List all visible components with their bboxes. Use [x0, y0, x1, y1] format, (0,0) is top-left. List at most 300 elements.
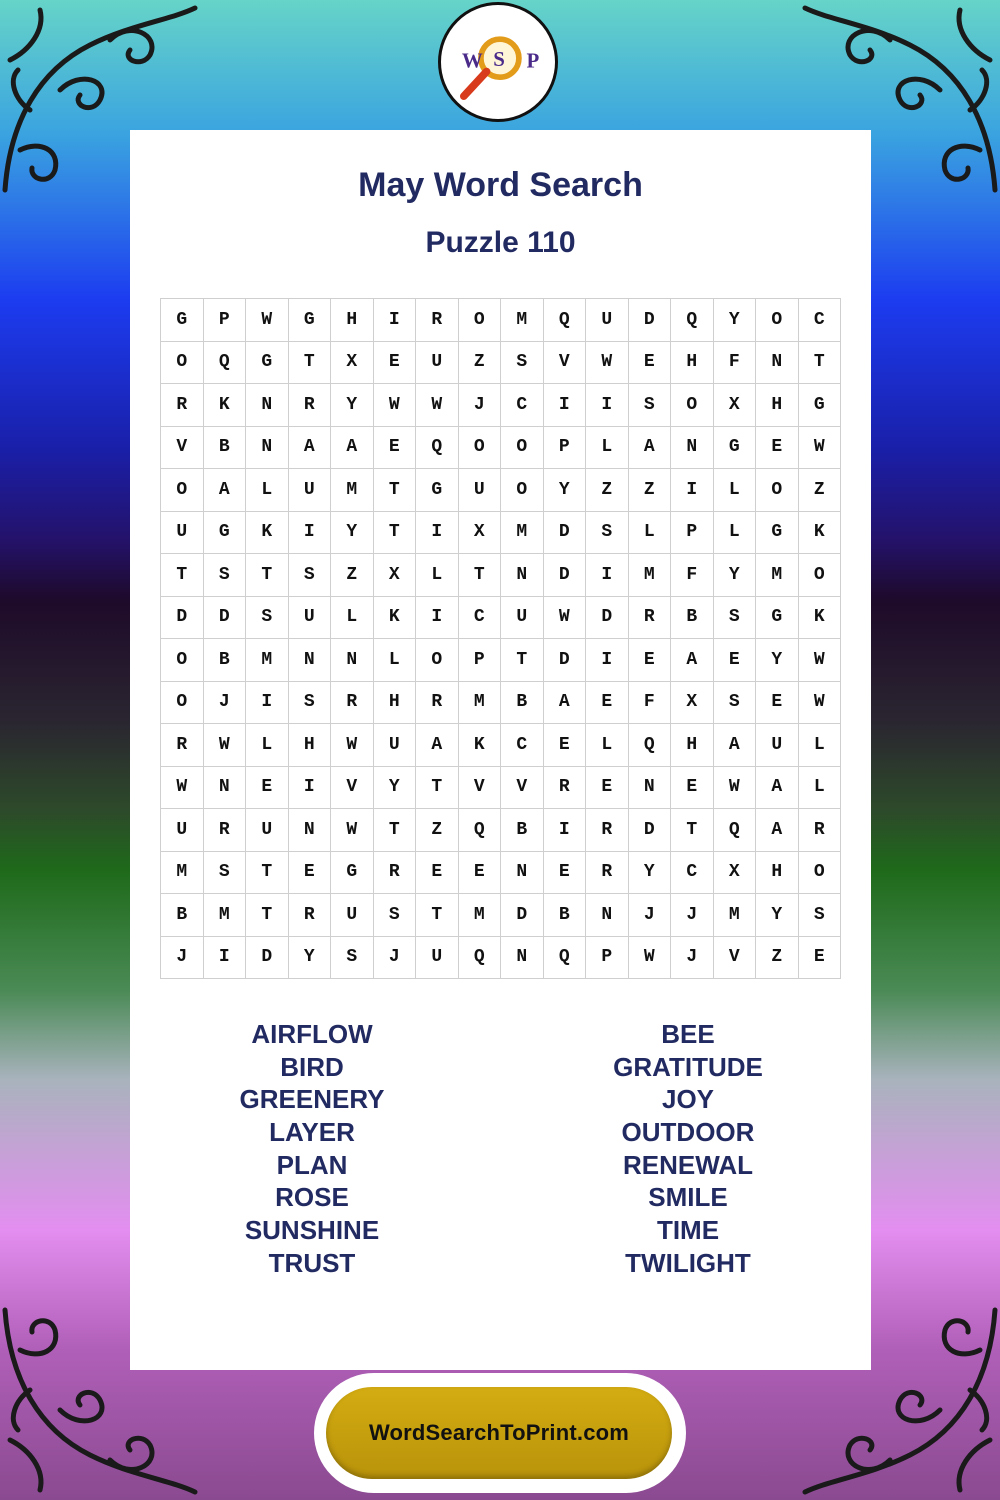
grid-cell: S	[373, 894, 416, 937]
grid-cell: T	[416, 894, 459, 937]
grid-cell: L	[586, 426, 629, 469]
grid-cell: G	[203, 511, 246, 554]
grid-cell: L	[586, 724, 629, 767]
grid-cell: Z	[798, 469, 841, 512]
footer-badge	[314, 1373, 686, 1493]
grid-cell: L	[373, 639, 416, 682]
grid-cell: E	[586, 766, 629, 809]
grid-cell: E	[373, 341, 416, 384]
grid-cell: A	[203, 469, 246, 512]
word-item: OUTDOOR	[621, 1117, 755, 1148]
grid-cell: T	[373, 809, 416, 852]
grid-cell: T	[373, 511, 416, 554]
grid-cell: Q	[416, 426, 459, 469]
grid-cell: I	[586, 554, 629, 597]
grid-cell: L	[416, 554, 459, 597]
grid-cell: A	[416, 724, 459, 767]
grid-cell: F	[628, 681, 671, 724]
grid-cell: R	[288, 384, 331, 427]
grid-cell: X	[713, 384, 756, 427]
grid-row	[161, 469, 841, 512]
grid-cell: B	[543, 894, 586, 937]
grid-cell: M	[331, 469, 374, 512]
word-item: SMILE	[648, 1182, 728, 1213]
grid-cell: A	[288, 426, 331, 469]
grid-cell: G	[288, 299, 331, 342]
grid-cell: U	[373, 724, 416, 767]
grid-cell: C	[458, 596, 501, 639]
grid-cell: S	[501, 341, 544, 384]
grid-cell: O	[161, 341, 204, 384]
grid-cell: Q	[713, 809, 756, 852]
grid-row	[161, 766, 841, 809]
grid-cell: L	[628, 511, 671, 554]
grid-cell: F	[671, 554, 714, 597]
grid-cell: W	[246, 299, 289, 342]
grid-cell: K	[203, 384, 246, 427]
puzzle-title: May Word Search	[358, 166, 643, 204]
grid-cell: F	[713, 341, 756, 384]
grid-cell: K	[373, 596, 416, 639]
grid-cell: B	[203, 639, 246, 682]
grid-cell: G	[161, 299, 204, 342]
grid-cell: M	[501, 511, 544, 554]
grid-cell: L	[331, 596, 374, 639]
grid-cell: Y	[373, 766, 416, 809]
grid-row	[161, 554, 841, 597]
word-item: TWILIGHT	[625, 1247, 751, 1278]
grid-cell: R	[416, 681, 459, 724]
grid-cell: H	[756, 384, 799, 427]
grid-cell: R	[331, 681, 374, 724]
grid-cell: A	[713, 724, 756, 767]
grid-row	[161, 724, 841, 767]
grid-cell: R	[586, 809, 629, 852]
grid-cell: Y	[331, 511, 374, 554]
grid-cell: V	[713, 936, 756, 979]
grid-cell: M	[246, 639, 289, 682]
grid-cell: N	[203, 766, 246, 809]
grid-cell: L	[713, 469, 756, 512]
grid-cell: I	[543, 384, 586, 427]
grid-cell: T	[246, 894, 289, 937]
grid-cell: N	[246, 426, 289, 469]
grid-cell: I	[246, 681, 289, 724]
grid-cell: U	[331, 894, 374, 937]
grid-row	[161, 681, 841, 724]
grid-cell: U	[161, 809, 204, 852]
grid-cell: D	[161, 596, 204, 639]
grid-cell: D	[543, 511, 586, 554]
grid-cell: U	[246, 809, 289, 852]
grid-row	[161, 426, 841, 469]
grid-cell: I	[671, 469, 714, 512]
grid-cell: S	[203, 554, 246, 597]
word-item: GRATITUDE	[613, 1051, 763, 1082]
grid-cell: V	[543, 341, 586, 384]
grid-row	[161, 851, 841, 894]
grid-cell: P	[203, 299, 246, 342]
grid-cell: E	[756, 681, 799, 724]
grid-cell: E	[543, 724, 586, 767]
grid-cell: Q	[628, 724, 671, 767]
grid-cell: Z	[416, 809, 459, 852]
grid-cell: J	[373, 936, 416, 979]
word-item: GREENERY	[239, 1084, 385, 1115]
grid-cell: D	[246, 936, 289, 979]
grid-cell: M	[713, 894, 756, 937]
grid-cell: B	[671, 596, 714, 639]
grid-cell: O	[756, 469, 799, 512]
grid-cell: L	[246, 724, 289, 767]
grid-cell: I	[288, 511, 331, 554]
word-item: BIRD	[280, 1051, 344, 1082]
grid-cell: V	[331, 766, 374, 809]
grid-cell: I	[543, 809, 586, 852]
grid-cell: H	[671, 724, 714, 767]
grid-cell: W	[543, 596, 586, 639]
word-item: SUNSHINE	[244, 1215, 380, 1246]
grid-cell: I	[373, 299, 416, 342]
grid-cell: L	[798, 766, 841, 809]
grid-cell: D	[543, 554, 586, 597]
grid-cell: X	[671, 681, 714, 724]
grid-cell: H	[671, 341, 714, 384]
grid-cell: Q	[543, 936, 586, 979]
grid-cell: D	[501, 894, 544, 937]
grid-cell: U	[288, 469, 331, 512]
grid-cell: O	[458, 299, 501, 342]
grid-cell: R	[586, 851, 629, 894]
grid-cell: E	[246, 766, 289, 809]
grid-cell: R	[203, 809, 246, 852]
grid-cell: L	[713, 511, 756, 554]
grid-cell: U	[458, 469, 501, 512]
grid-row	[161, 384, 841, 427]
grid-cell: D	[203, 596, 246, 639]
grid-cell: W	[331, 724, 374, 767]
grid-cell: Y	[288, 936, 331, 979]
grid-cell: P	[543, 426, 586, 469]
grid-cell: I	[586, 384, 629, 427]
grid-cell: U	[756, 724, 799, 767]
site-link-text: WordSearchToPrint.com	[368, 1420, 630, 1445]
grid-cell: O	[671, 384, 714, 427]
word-item: JOY	[661, 1084, 715, 1115]
grid-cell: W	[798, 681, 841, 724]
grid-cell: C	[798, 299, 841, 342]
word-item: AIRFLOW	[251, 1019, 373, 1049]
site-link-button[interactable]	[326, 1387, 672, 1479]
grid-cell: A	[628, 426, 671, 469]
grid-cell: E	[373, 426, 416, 469]
grid-cell: W	[798, 426, 841, 469]
grid-cell: X	[331, 341, 374, 384]
grid-cell: A	[756, 809, 799, 852]
grid-cell: S	[288, 681, 331, 724]
grid-row	[161, 809, 841, 852]
grid-row	[161, 936, 841, 979]
grid-cell: R	[161, 384, 204, 427]
grid-cell: H	[288, 724, 331, 767]
grid-cell: D	[543, 639, 586, 682]
grid-cell: E	[458, 851, 501, 894]
grid-cell: E	[713, 639, 756, 682]
grid-cell: S	[203, 851, 246, 894]
grid-cell: U	[416, 936, 459, 979]
grid-cell: B	[501, 809, 544, 852]
word-item: BEE	[661, 1019, 715, 1049]
grid-cell: Z	[586, 469, 629, 512]
grid-cell: V	[161, 426, 204, 469]
grid-cell: M	[501, 299, 544, 342]
grid-cell: C	[501, 384, 544, 427]
grid-cell: Z	[756, 936, 799, 979]
grid-cell: W	[161, 766, 204, 809]
grid-cell: W	[203, 724, 246, 767]
grid-row	[161, 639, 841, 682]
grid-cell: R	[288, 894, 331, 937]
grid-cell: Q	[671, 299, 714, 342]
grid-cell: H	[373, 681, 416, 724]
svg-text:P: P	[526, 48, 540, 73]
grid-cell: M	[628, 554, 671, 597]
grid-cell: E	[416, 851, 459, 894]
grid-cell: W	[331, 809, 374, 852]
grid-cell: V	[458, 766, 501, 809]
grid-cell: Y	[543, 469, 586, 512]
grid-cell: J	[671, 936, 714, 979]
grid-cell: N	[501, 554, 544, 597]
grid-cell: O	[798, 851, 841, 894]
grid-cell: G	[798, 384, 841, 427]
grid-cell: J	[458, 384, 501, 427]
grid-cell: B	[501, 681, 544, 724]
word-list-left	[162, 1018, 462, 1280]
grid-cell: M	[458, 681, 501, 724]
grid-cell: S	[798, 894, 841, 937]
grid-cell: K	[798, 596, 841, 639]
grid-cell: O	[416, 639, 459, 682]
grid-cell: Y	[628, 851, 671, 894]
grid-cell: G	[713, 426, 756, 469]
grid-cell: Q	[458, 936, 501, 979]
grid-cell: T	[416, 766, 459, 809]
grid-cell: I	[203, 936, 246, 979]
grid-cell: Z	[458, 341, 501, 384]
grid-cell: O	[798, 554, 841, 597]
grid-cell: Y	[756, 639, 799, 682]
grid-cell: X	[458, 511, 501, 554]
grid-cell: O	[161, 681, 204, 724]
grid-cell: G	[331, 851, 374, 894]
grid-cell: A	[543, 681, 586, 724]
grid-cell: U	[416, 341, 459, 384]
grid-cell: J	[161, 936, 204, 979]
grid-row	[161, 596, 841, 639]
grid-cell: O	[501, 469, 544, 512]
grid-cell: J	[203, 681, 246, 724]
grid-cell: T	[288, 341, 331, 384]
grid-cell: H	[756, 851, 799, 894]
grid-cell: T	[373, 469, 416, 512]
grid-cell: M	[756, 554, 799, 597]
grid-row	[161, 299, 841, 342]
grid-cell: Q	[543, 299, 586, 342]
grid-cell: R	[416, 299, 459, 342]
word-item: TRUST	[268, 1247, 356, 1278]
word-list-right	[538, 1018, 838, 1280]
grid-cell: O	[501, 426, 544, 469]
grid-cell: T	[246, 554, 289, 597]
grid-cell: S	[246, 596, 289, 639]
grid-cell: E	[628, 639, 671, 682]
grid-cell: O	[756, 299, 799, 342]
magnifier-icon	[441, 5, 555, 119]
letter-grid	[160, 298, 841, 979]
grid-cell: K	[458, 724, 501, 767]
grid-row	[161, 341, 841, 384]
grid-cell: K	[798, 511, 841, 554]
grid-cell: N	[246, 384, 289, 427]
grid-cell: E	[798, 936, 841, 979]
grid-cell: W	[628, 936, 671, 979]
grid-cell: D	[628, 809, 671, 852]
grid-cell: S	[713, 596, 756, 639]
grid-cell: Q	[458, 809, 501, 852]
word-item: PLAN	[276, 1149, 348, 1180]
grid-row	[161, 511, 841, 554]
grid-cell: D	[586, 596, 629, 639]
grid-cell: A	[756, 766, 799, 809]
grid-cell: W	[416, 384, 459, 427]
grid-cell: E	[586, 681, 629, 724]
grid-cell: S	[628, 384, 671, 427]
grid-cell: Y	[756, 894, 799, 937]
puzzle-subtitle: Puzzle 110	[425, 226, 576, 259]
grid-cell: N	[288, 639, 331, 682]
grid-cell: S	[288, 554, 331, 597]
grid-cell: I	[288, 766, 331, 809]
word-item: RENEWAL	[623, 1149, 753, 1180]
svg-text:S: S	[493, 46, 505, 71]
grid-cell: E	[628, 341, 671, 384]
grid-cell: R	[798, 809, 841, 852]
grid-cell: T	[458, 554, 501, 597]
grid-cell: P	[671, 511, 714, 554]
grid-cell: W	[586, 341, 629, 384]
grid-cell: K	[246, 511, 289, 554]
grid-row	[161, 894, 841, 937]
grid-cell: O	[161, 639, 204, 682]
grid-cell: E	[543, 851, 586, 894]
grid-cell: R	[543, 766, 586, 809]
grid-cell: J	[628, 894, 671, 937]
grid-cell: N	[628, 766, 671, 809]
grid-cell: N	[501, 936, 544, 979]
word-item: TIME	[656, 1215, 720, 1246]
grid-cell: E	[288, 851, 331, 894]
grid-cell: R	[161, 724, 204, 767]
grid-cell: G	[756, 596, 799, 639]
grid-cell: M	[203, 894, 246, 937]
grid-cell: N	[331, 639, 374, 682]
grid-cell: R	[628, 596, 671, 639]
grid-cell: W	[798, 639, 841, 682]
grid-cell: N	[586, 894, 629, 937]
grid-cell: W	[373, 384, 416, 427]
grid-cell: E	[756, 426, 799, 469]
grid-cell: N	[756, 341, 799, 384]
grid-cell: U	[501, 596, 544, 639]
grid-cell: P	[458, 639, 501, 682]
grid-cell: P	[586, 936, 629, 979]
grid-cell: Q	[203, 341, 246, 384]
grid-cell: N	[288, 809, 331, 852]
grid-cell: T	[501, 639, 544, 682]
grid-cell: L	[246, 469, 289, 512]
grid-cell: U	[288, 596, 331, 639]
grid-cell: Z	[331, 554, 374, 597]
grid-cell: W	[713, 766, 756, 809]
grid-cell: M	[161, 851, 204, 894]
grid-cell: I	[416, 511, 459, 554]
grid-cell: O	[161, 469, 204, 512]
grid-cell: C	[671, 851, 714, 894]
grid-cell: U	[586, 299, 629, 342]
grid-cell: B	[161, 894, 204, 937]
grid-cell: Y	[713, 299, 756, 342]
grid-cell: R	[373, 851, 416, 894]
grid-cell: T	[161, 554, 204, 597]
grid-cell: J	[671, 894, 714, 937]
grid-cell: M	[458, 894, 501, 937]
grid-cell: H	[331, 299, 374, 342]
grid-cell: T	[671, 809, 714, 852]
grid-cell: B	[203, 426, 246, 469]
grid-cell: O	[458, 426, 501, 469]
grid-cell: X	[713, 851, 756, 894]
grid-cell: G	[416, 469, 459, 512]
grid-cell: E	[671, 766, 714, 809]
grid-cell: V	[501, 766, 544, 809]
grid-cell: S	[331, 936, 374, 979]
grid-cell: L	[798, 724, 841, 767]
puzzle-card	[130, 130, 871, 1370]
grid-cell: Y	[713, 554, 756, 597]
word-item: ROSE	[275, 1182, 349, 1213]
grid-cell: Z	[628, 469, 671, 512]
grid-cell: U	[161, 511, 204, 554]
grid-cell: G	[246, 341, 289, 384]
site-logo[interactable]	[438, 2, 558, 122]
grid-cell: A	[331, 426, 374, 469]
grid-cell: T	[246, 851, 289, 894]
grid-cell: N	[501, 851, 544, 894]
grid-cell: Y	[331, 384, 374, 427]
grid-cell: C	[501, 724, 544, 767]
grid-cell: A	[671, 639, 714, 682]
grid-cell: X	[373, 554, 416, 597]
grid-cell: T	[798, 341, 841, 384]
grid-cell: N	[671, 426, 714, 469]
grid-cell: I	[586, 639, 629, 682]
grid-cell: D	[628, 299, 671, 342]
grid-cell: S	[713, 681, 756, 724]
grid-cell: S	[586, 511, 629, 554]
svg-text:W: W	[461, 48, 483, 73]
grid-cell: G	[756, 511, 799, 554]
